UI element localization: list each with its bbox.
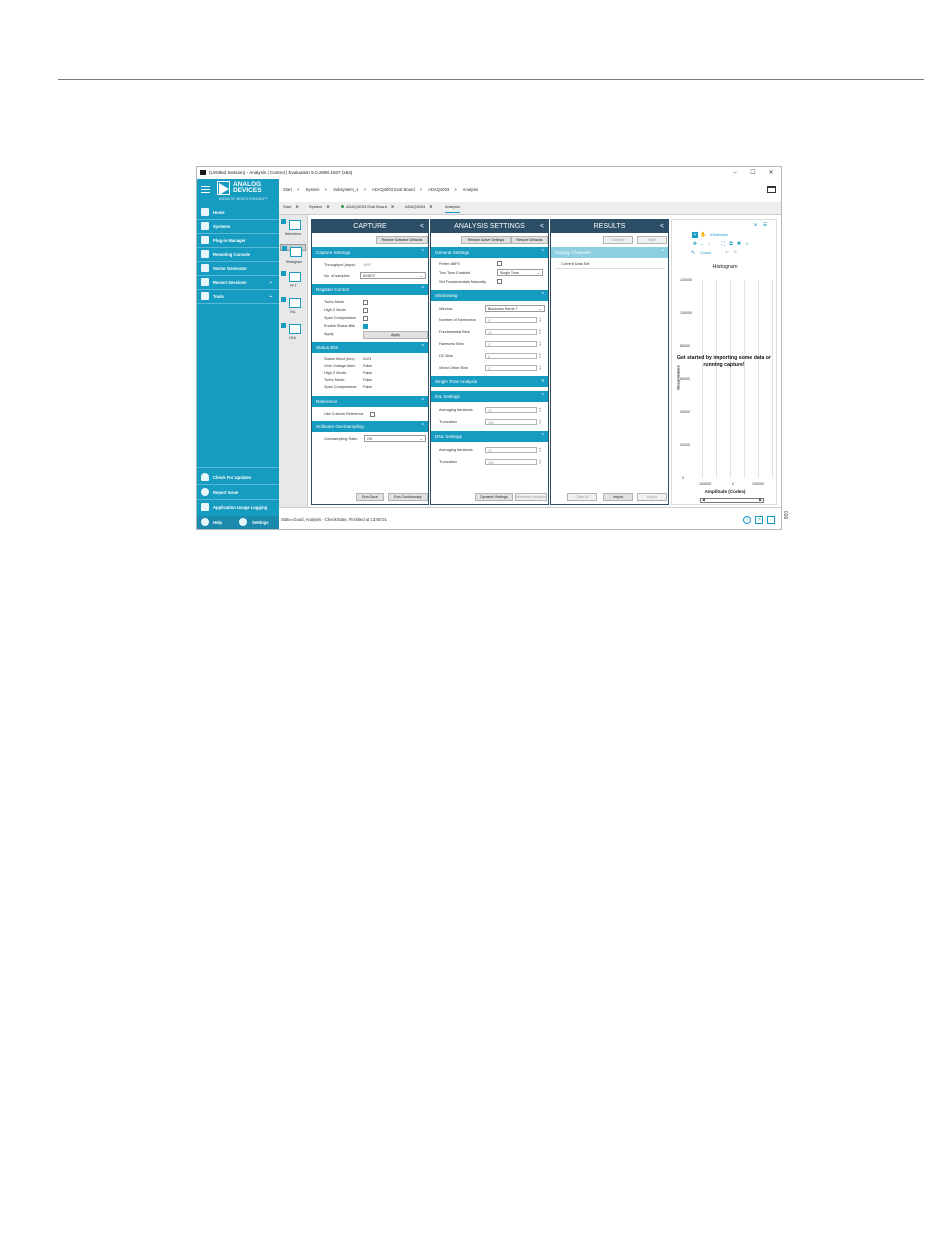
analysis-settings-panel — [430, 219, 549, 505]
chevron-up-icon: ^ — [421, 398, 424, 404]
x-axis-label: Amplitude (Codes) — [704, 489, 746, 494]
window-label: Window — [439, 307, 453, 311]
samples-label: No. of samples: — [324, 274, 351, 278]
breadcrumb-analysis[interactable]: Analysis — [462, 187, 479, 192]
section-title: INL Settings — [435, 394, 460, 399]
two-tone-label: Two Tone Enabled — [439, 271, 471, 275]
section-inl-settings[interactable] — [431, 391, 548, 402]
current-data-set[interactable]: Current Data Set — [561, 262, 590, 266]
plugin-icon — [201, 236, 209, 244]
harmonic-bins-label: Harmonic Bins — [439, 342, 464, 346]
sidebar-footer — [197, 516, 279, 529]
sidebar-item-plugin-manager[interactable] — [197, 234, 279, 246]
zoom-icon[interactable]: ⌕ — [745, 241, 749, 247]
chevron-right-icon: > — [454, 187, 457, 192]
section-general-settings[interactable] — [431, 247, 548, 258]
checkbox-icon[interactable] — [281, 297, 286, 302]
worst-other-bins-label: Worst Other Bins — [439, 366, 468, 370]
chevron-down-icon: ⌄ — [268, 293, 273, 299]
capture-header — [312, 220, 428, 233]
tool-label: Waveform — [284, 232, 302, 236]
histogram-icon — [290, 247, 302, 257]
minimize-button[interactable]: – — [733, 170, 737, 176]
sidebar-item-label: Report Issue — [213, 490, 239, 495]
fundamental-bins-label: Fundamental Bins — [439, 330, 470, 334]
status-row-value: 0x23 — [363, 357, 372, 361]
window-title: (Untitled Session) - Analysis | Control | Evaluation 5.0.2990.1507 (x64) — [209, 170, 353, 175]
dnl-averaging-input[interactable]: 10 — [485, 447, 537, 453]
checkbox-icon[interactable] — [282, 246, 287, 251]
section-software-oversampling[interactable] — [312, 421, 428, 432]
span-compression-label: Span Compression — [324, 316, 357, 320]
dnl-truncation-label: Truncation — [439, 460, 457, 464]
y-tick-label: 100000 — [680, 311, 692, 315]
spinner-icon[interactable]: ▴ ▾ — [539, 352, 541, 359]
tab-label: Analysis — [445, 204, 460, 209]
logging-icon — [201, 503, 209, 511]
spinner-icon[interactable]: ▴ ▾ — [539, 418, 541, 425]
section-title: Software Oversampling — [316, 424, 364, 429]
harmonics-label: Number of Harmonics — [439, 318, 476, 322]
chart-empty-message: Get started by importing some data or running capture! — [677, 355, 771, 368]
results-panel — [550, 219, 669, 505]
section-title: General Settings — [435, 250, 470, 255]
tab-bar — [279, 202, 781, 215]
sidebar-item-vector-generator[interactable] — [197, 262, 279, 274]
sidebar-divider — [197, 303, 279, 304]
inl-truncation-label: Truncation — [439, 420, 457, 424]
high-z-mode-label: High Z Mode — [324, 308, 346, 312]
section-dnl-settings[interactable] — [431, 431, 548, 442]
sidebar-item-tools[interactable] — [197, 290, 279, 302]
section-title: DNL Settings — [435, 434, 462, 439]
chevron-down-icon: ⌄ — [536, 270, 540, 275]
sidebar-item-label: Systems — [213, 224, 231, 229]
redo-icon[interactable]: ↷ — [732, 250, 738, 256]
breadcrumb-system[interactable]: System — [305, 187, 320, 192]
chart-scrollbar[interactable] — [700, 498, 764, 503]
tab-device[interactable] — [405, 204, 433, 212]
tool-inl[interactable] — [280, 296, 306, 320]
tool-label: Histogram — [285, 260, 303, 264]
samples-select[interactable] — [360, 272, 426, 279]
status-row-key: Over Voltage Alert: — [324, 364, 356, 368]
section-register-control[interactable] — [312, 284, 428, 295]
logo-tagline: AHEAD OF WHAT'S POSSIBLE™ — [219, 197, 268, 201]
run-once-button[interactable]: Run Once — [356, 493, 384, 501]
network-icon[interactable]: ⋰ — [768, 517, 774, 523]
export-log-icon[interactable]: ↗ — [756, 517, 762, 523]
tab-system[interactable] — [309, 204, 330, 212]
prefer-dbfs-label: Prefer dBFS — [439, 262, 460, 266]
y-tick-label: 120000 — [680, 278, 692, 282]
results-header — [551, 220, 668, 233]
apply-button[interactable]: Apply — [363, 331, 428, 339]
chevron-right-icon: > — [324, 187, 327, 192]
window-value: Blackman Harris 7 — [488, 307, 518, 311]
tool-waveform[interactable] — [280, 218, 306, 242]
use-custom-ref-checkbox[interactable] — [370, 412, 375, 417]
status-row-key: Span Compression: — [324, 385, 358, 389]
harmonics-input[interactable]: 5 — [485, 317, 537, 323]
use-custom-ref-label: Use Custom Reference — [324, 412, 364, 416]
sidebar-item-label: Check For Updates — [213, 475, 252, 480]
sidebar-item-label: Vector Generator — [213, 266, 247, 271]
status-text: State=Good, Analysis - CheckState, Finished at 13:50:01 — [281, 517, 387, 522]
logo-triangle-icon — [219, 183, 229, 195]
section-title: Reference — [316, 399, 338, 404]
grid-line — [758, 280, 759, 478]
oversampling-ratio-select[interactable] — [364, 435, 426, 442]
chevron-down-icon: ⌄ — [538, 306, 542, 311]
y-tick-label: 0 — [682, 476, 684, 480]
restore-software-defaults-button[interactable]: Restore Software Defaults — [376, 236, 428, 244]
select-icon[interactable]: + — [693, 232, 697, 238]
folder-icon — [201, 278, 209, 286]
status-row-value: False — [363, 378, 373, 382]
combine-button[interactable]: Combine — [603, 236, 633, 244]
close-icon[interactable]: ✕ — [429, 204, 433, 209]
sidebar-item-label: Remoting Console — [213, 252, 250, 257]
sidebar-item-recent-sessions[interactable] — [197, 276, 279, 288]
section-title: Status Bits — [316, 345, 338, 350]
breadcrumb — [283, 187, 483, 192]
sidebar — [197, 179, 279, 529]
chevron-down-icon: ⌄ — [268, 279, 273, 285]
status-row-key: Status Word (hex): — [324, 357, 356, 361]
harmonic-bins-input[interactable]: 3 — [485, 341, 537, 347]
chevron-up-icon: ^ — [421, 344, 424, 350]
move-icon[interactable]: ✥ — [692, 241, 698, 247]
sidebar-item-systems[interactable] — [197, 220, 279, 232]
tool-fft[interactable] — [280, 270, 306, 294]
high-z-mode-checkbox[interactable] — [363, 308, 368, 313]
copy-icon[interactable]: ⧉ — [729, 241, 733, 247]
section-reference[interactable] — [312, 396, 428, 407]
inl-averaging-input[interactable]: 10 — [485, 407, 537, 413]
vertical-icon[interactable]: ↕ — [707, 241, 711, 247]
samples-value: 524672 — [363, 274, 375, 278]
x-tick-label: 0 — [732, 482, 734, 486]
section-display-channels[interactable] — [551, 247, 668, 258]
status-row-key: Turbo Mode: — [324, 378, 346, 382]
section-title: Windowing — [435, 293, 458, 298]
sidebar-item-label: Home — [213, 210, 225, 215]
tool-dnl[interactable] — [280, 322, 306, 346]
import-button[interactable]: Import — [603, 493, 633, 501]
capture-title: CAPTURE — [353, 223, 387, 230]
waveform-icon — [289, 220, 301, 230]
capture-panel — [311, 219, 429, 505]
section-title: Register Control — [316, 287, 350, 292]
dc-bins-label: DC Bins — [439, 354, 453, 358]
y-axis-label: Occurrences — [675, 365, 681, 390]
breadcrumb-start[interactable]: Start — [283, 187, 292, 192]
close-icon[interactable]: ✕ — [326, 204, 330, 209]
xselection-label[interactable]: XSelection — [710, 233, 729, 237]
grid-line — [730, 280, 731, 478]
export-button[interactable]: Export — [637, 493, 667, 501]
enable-status-bits-label: Enable Status Bits — [324, 324, 356, 328]
section-single-tone[interactable] — [431, 376, 548, 387]
sidebar-item-label: Recent Sessions — [213, 280, 247, 285]
run-continuously-button[interactable]: Run Continuously — [388, 493, 428, 501]
connected-dot-icon — [341, 205, 344, 208]
oversampling-ratio-label: Oversampling Ratio — [324, 437, 358, 441]
grid-line — [702, 280, 703, 478]
info-icon[interactable]: i — [743, 516, 751, 524]
folder-icon[interactable] — [767, 186, 776, 193]
bell-icon — [201, 473, 209, 481]
chart-title: Histogram — [712, 264, 738, 270]
section-capture-settings[interactable] — [312, 247, 428, 258]
dynamic-settings-button[interactable]: Dynamic Settings — [475, 493, 513, 501]
scroll-right-icon[interactable]: ▶ — [759, 498, 762, 502]
chevron-up-icon: ^ — [541, 393, 544, 399]
undo-icon[interactable]: ↶ — [724, 250, 730, 256]
sidebar-divider — [197, 499, 279, 500]
throughput-value: 1997 — [363, 263, 372, 267]
app-icon — [200, 170, 206, 175]
chevron-up-icon: ^ — [541, 433, 544, 439]
chevron-up-icon: ^ — [541, 292, 544, 298]
sidebar-item-check-updates[interactable] — [197, 471, 279, 483]
settings-link[interactable]: Settings — [252, 520, 269, 525]
home-icon — [201, 208, 209, 216]
turbo-mode-checkbox[interactable] — [363, 300, 368, 305]
y-tick-label: 80000 — [680, 344, 690, 348]
hamburger-icon[interactable] — [201, 186, 210, 193]
breadcrumb-subsystem[interactable]: Subsystem_1 — [333, 187, 359, 192]
figure-id: 016 — [782, 510, 789, 520]
cursor-label[interactable]: Cursor — [700, 251, 712, 255]
throughput-label: Throughput (ksps): — [324, 263, 356, 267]
close-icon[interactable]: ✕ — [390, 204, 395, 209]
console-icon — [201, 250, 209, 258]
pin-icon[interactable]: ⇲ — [752, 222, 758, 228]
spinner-icon[interactable]: ▴ ▾ — [539, 328, 541, 335]
status-row-value: False — [363, 364, 373, 368]
tool-histogram[interactable] — [280, 244, 306, 264]
restore-defaults-button[interactable]: Restore Defaults — [511, 236, 548, 244]
inl-averaging-label: Averaging Iterations — [439, 408, 473, 412]
status-bar — [279, 507, 781, 530]
section-title: Single Tone Analysis — [435, 379, 478, 384]
tab-start[interactable] — [283, 204, 299, 212]
help-link[interactable]: Help — [213, 520, 223, 525]
checkbox-icon[interactable] — [281, 271, 286, 276]
dnl-icon — [289, 324, 301, 334]
app-window — [196, 166, 782, 530]
set-fundamentals-label: Set Fundamentals Manually — [439, 280, 487, 284]
zoom-fit-icon[interactable]: ⛶ — [721, 241, 725, 247]
sidebar-item-label: Application Usage Logging — [213, 505, 268, 510]
sidebar-item-label: Tools — [213, 294, 224, 299]
clear-all-button[interactable]: Clear All — [567, 493, 597, 501]
tool-label: DNL — [289, 336, 297, 340]
gear-icon — [239, 518, 247, 526]
status-row-value: False — [363, 371, 373, 375]
pencil-icon[interactable]: ✎ — [690, 250, 696, 256]
tool-label: FFT — [289, 284, 297, 288]
tool-strip — [279, 215, 308, 507]
scroll-left-icon[interactable]: ◀ — [702, 498, 705, 502]
span-compression-checkbox[interactable] — [363, 316, 368, 321]
sidebar-divider — [197, 467, 279, 468]
chevron-up-icon: ^ — [421, 249, 424, 255]
systems-icon — [201, 222, 209, 230]
list-icon[interactable]: ☰ — [762, 222, 768, 228]
grid-line — [744, 280, 745, 478]
spinner-icon[interactable]: ▴ ▾ — [539, 340, 541, 347]
section-title: Capture Settings — [316, 250, 351, 255]
page-rule — [58, 79, 924, 80]
grid-line — [716, 280, 717, 478]
two-tone-select[interactable] — [497, 269, 543, 276]
chevron-left-icon[interactable]: < — [539, 223, 544, 230]
chevron-right-icon: > — [363, 187, 366, 192]
breadcrumb-device[interactable]: ADAQ4003 — [428, 187, 450, 192]
window-select[interactable] — [485, 305, 545, 312]
fft-icon — [289, 272, 301, 282]
chevron-left-icon[interactable]: < — [659, 223, 664, 230]
spinner-icon[interactable]: ▴ ▾ — [539, 316, 541, 323]
chevron-right-icon: > — [296, 187, 300, 192]
sidebar-item-report-issue[interactable] — [197, 486, 279, 498]
spinner-icon[interactable]: ▴ ▾ — [539, 446, 541, 453]
restore-active-settings-button[interactable]: Restore Active Settings — [461, 236, 511, 244]
vector-icon — [201, 264, 209, 272]
tools-icon — [201, 292, 209, 300]
sidebar-item-label: Plug-in Manager — [213, 238, 246, 243]
sidebar-divider — [197, 484, 279, 485]
pan-hand-icon[interactable]: ✋ — [700, 232, 707, 238]
histogram-chart-panel — [671, 219, 777, 505]
alert-icon — [201, 488, 209, 496]
x-tick-label: 100000 — [752, 482, 764, 486]
tab-label: ADAQ4003 Eval Board — [346, 204, 387, 209]
chevron-right-icon: > — [419, 187, 423, 192]
logo-line1: ANALOG — [233, 181, 262, 188]
tab-label: System — [309, 204, 323, 209]
dnl-averaging-label: Averaging Iterations — [439, 448, 473, 452]
sidebar-item-home[interactable] — [197, 206, 279, 218]
y-tick-label: 60000 — [680, 377, 690, 381]
spinner-icon[interactable]: ▴ ▾ — [539, 458, 541, 465]
tab-eval-board[interactable] — [341, 204, 394, 212]
section-status-bits[interactable] — [312, 342, 428, 353]
inl-truncation-input[interactable]: 100 — [485, 419, 537, 425]
two-tone-value: Single Tone — [500, 271, 519, 275]
checkbox-icon[interactable] — [281, 219, 286, 224]
y-tick-label: 40000 — [680, 410, 690, 414]
tab-label: ADAQ4003 — [405, 204, 426, 209]
divider — [555, 268, 665, 269]
sidebar-header — [197, 179, 279, 204]
worst-other-bins-input[interactable]: 3 — [485, 365, 537, 371]
chevron-up-icon: ^ — [421, 286, 424, 292]
close-icon[interactable]: ✕ — [295, 204, 299, 209]
logo-line2: DEVICES — [233, 187, 262, 194]
results-title: RESULTS — [593, 223, 626, 230]
set-fundamentals-checkbox[interactable] — [497, 279, 502, 284]
tab-analysis[interactable] — [445, 204, 460, 213]
chevron-down-icon: v — [541, 378, 544, 384]
prefer-dbfs-checkbox[interactable] — [497, 261, 502, 266]
tab-label: Start — [283, 204, 292, 209]
section-title: Display Channels — [555, 250, 591, 255]
inl-icon — [289, 298, 301, 308]
dc-bins-input[interactable]: 6 — [485, 353, 537, 359]
status-row-key: High Z Mode: — [324, 371, 347, 375]
apply-label: Apply — [324, 332, 334, 336]
chevron-up-icon: ^ — [421, 423, 424, 429]
tool-label: INL — [290, 310, 296, 314]
analysis-header — [431, 220, 548, 233]
maximize-button[interactable]: ☐ — [750, 170, 756, 176]
sidebar-item-remoting-console[interactable] — [197, 248, 279, 260]
logo-text — [233, 182, 262, 194]
spinner-icon[interactable]: ▴ ▾ — [539, 406, 541, 413]
close-button[interactable]: ✕ — [768, 170, 774, 176]
sidebar-item-usage-logging[interactable] — [197, 501, 279, 513]
horizontal-icon[interactable]: ↔ — [699, 241, 705, 247]
enable-status-bits-checkbox[interactable] — [363, 324, 368, 329]
chevron-down-icon: ⌄ — [419, 436, 423, 441]
chevron-up-icon: ^ — [661, 249, 664, 255]
waveform-analysis-button[interactable]: Waveform Analysis — [516, 495, 546, 499]
dnl-truncation-input[interactable]: 100 — [485, 459, 537, 465]
turbo-mode-label: Turbo Mode — [324, 300, 345, 304]
x-tick-label: -100000 — [698, 482, 712, 486]
analysis-title: ANALYSIS SETTINGS — [454, 223, 525, 230]
grid-line — [772, 280, 773, 478]
help-icon — [201, 518, 209, 526]
chevron-up-icon: ^ — [541, 249, 544, 255]
oversampling-ratio-value: Off — [367, 437, 372, 441]
checkbox-icon[interactable] — [281, 323, 286, 328]
chevron-down-icon: ⌄ — [419, 273, 423, 278]
hide-button[interactable]: Hide — [637, 236, 667, 244]
status-row-value: False — [363, 385, 373, 389]
spinner-icon[interactable]: ▴ ▾ — [539, 364, 541, 371]
section-windowing[interactable] — [431, 290, 548, 301]
chevron-left-icon[interactable]: < — [419, 223, 424, 230]
y-tick-label: 20000 — [680, 443, 690, 447]
breadcrumb-eval-board[interactable]: ADAQ4003 Eval Board — [371, 187, 415, 192]
settings-star-icon[interactable]: ✱ — [736, 241, 742, 247]
fundamental-bins-input[interactable]: 10 — [485, 329, 537, 335]
